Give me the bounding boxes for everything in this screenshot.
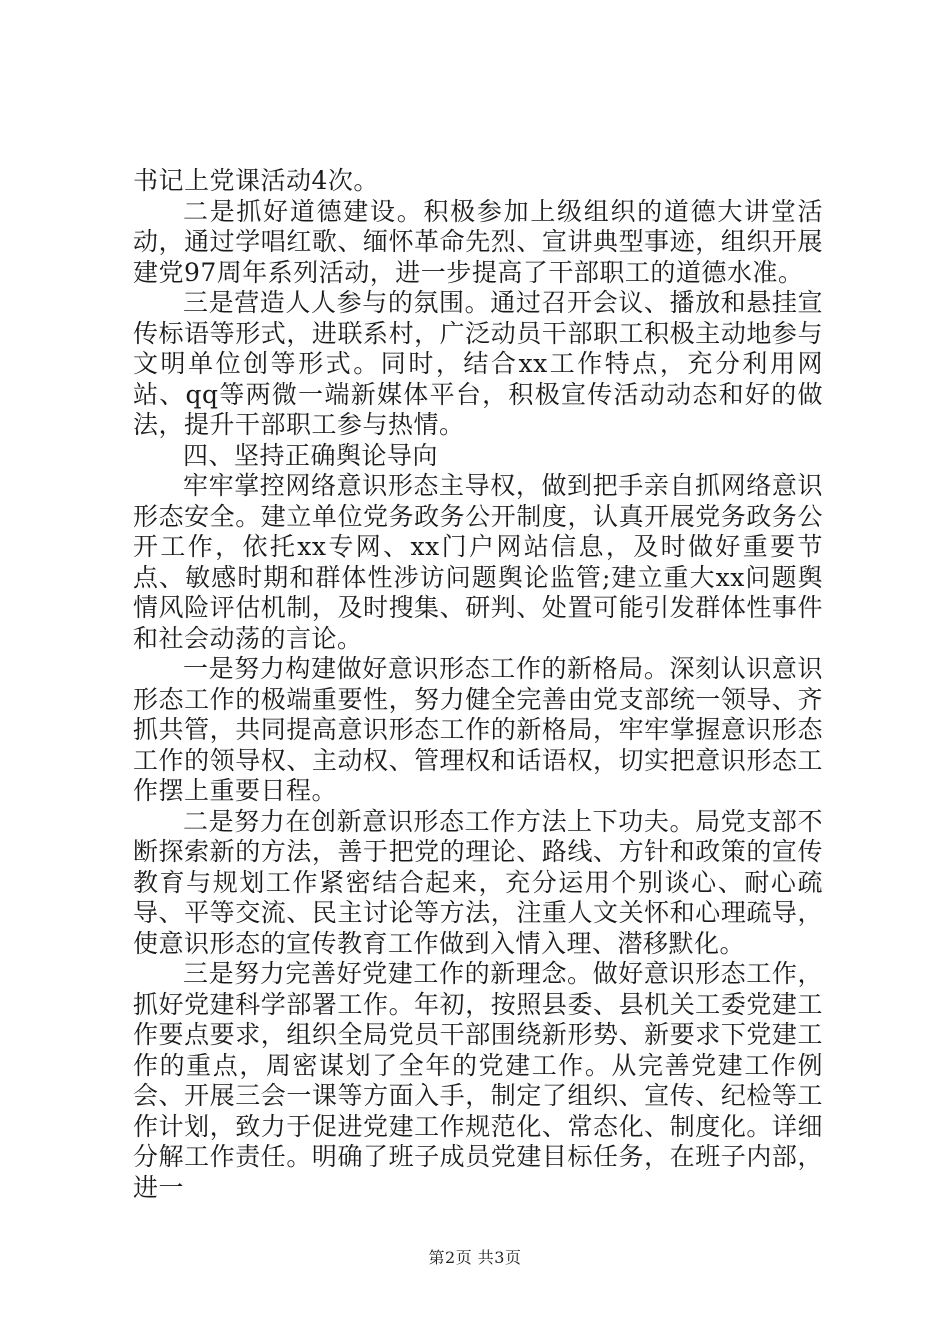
paragraph-6: 一是努力构建做好意识形态工作的新格局。深刻认识意识形态工作的极端重要性，努力健全完善由党支部统一领导、齐抓共管，共同提高意识形态工作的新格局，牢牢掌握意识形态工作的领导权、主动权、管理权和话语权，切实把意识形态工作摆上重要日程。 bbox=[133, 654, 823, 805]
paragraph-7: 二是努力在创新意识形态工作方法上下功夫。局党支部不断探索新的方法，善于把党的理论、路线、方针和政策的宣传教育与规划工作紧密结合起来，充分运用个别谈心、耐心疏导、平等交流、民主讨论等方法，注重人文关怀和心理疏导，使意识形态的宣传教育工作做到入情入理、潜移默化。 bbox=[133, 806, 823, 958]
section-heading: 四、坚持正确舆论导向 bbox=[183, 440, 439, 470]
paragraph-2: 二是抓好道德建设。积极参加上级组织的道德大讲堂活动，通过学唱红歌、缅怀革命先烈、宣讲典型事迹，组织开展建党97周年系列活动，进一步提高了干部职工的道德水准。 bbox=[133, 196, 823, 287]
paragraph-1: 书记上党课活动4次。 bbox=[133, 166, 379, 195]
paragraph-5: 牢牢掌控网络意识形态主导权，做到把手亲自抓网络意识形态安全。建立单位党务政务公开制度，认真开展党务政务公开工作，依托xx专网、xx门户网站信息，及时做好重要节点、敏感时期和群体性涉访问题舆论监管;建立重大xx问题舆情风险评估机制，及时搜集、研判、处置可能引发群体性事件和社会动荡的言论。 bbox=[133, 471, 823, 653]
paragraph-8: 三是努力完善好党建工作的新理念。做好意识形态工作，抓好党建科学部署工作。年初，按照县委、县机关工委党建工作要点要求，组织全局党员干部围绕新形势、新要求下党建工作的重点，周密谋划了全年的党建工作。从完善党建工作例会、开展三会一课等方面入手，制定了组织、宣传、纪检等工作计划，致力于促进党建工作规范化、常态化、制度化。详细分解工作责任。明确了班子成员党建目标任务，在班子内部，进一 bbox=[133, 959, 823, 1202]
document-body bbox=[133, 166, 823, 1203]
page-footer: 第2页 共3页 bbox=[428, 1248, 522, 1267]
paragraph-3: 三是营造人人参与的氛围。通过召开会议、播放和悬挂宣传标语等形式，进联系村，广泛动员干部职工积极主动地参与文明单位创等形式。同时，结合xx工作特点，充分利用网站、qq等两微一端新媒体平台，积极宣传活动动态和好的做法，提升干部职工参与热情。 bbox=[133, 288, 823, 439]
